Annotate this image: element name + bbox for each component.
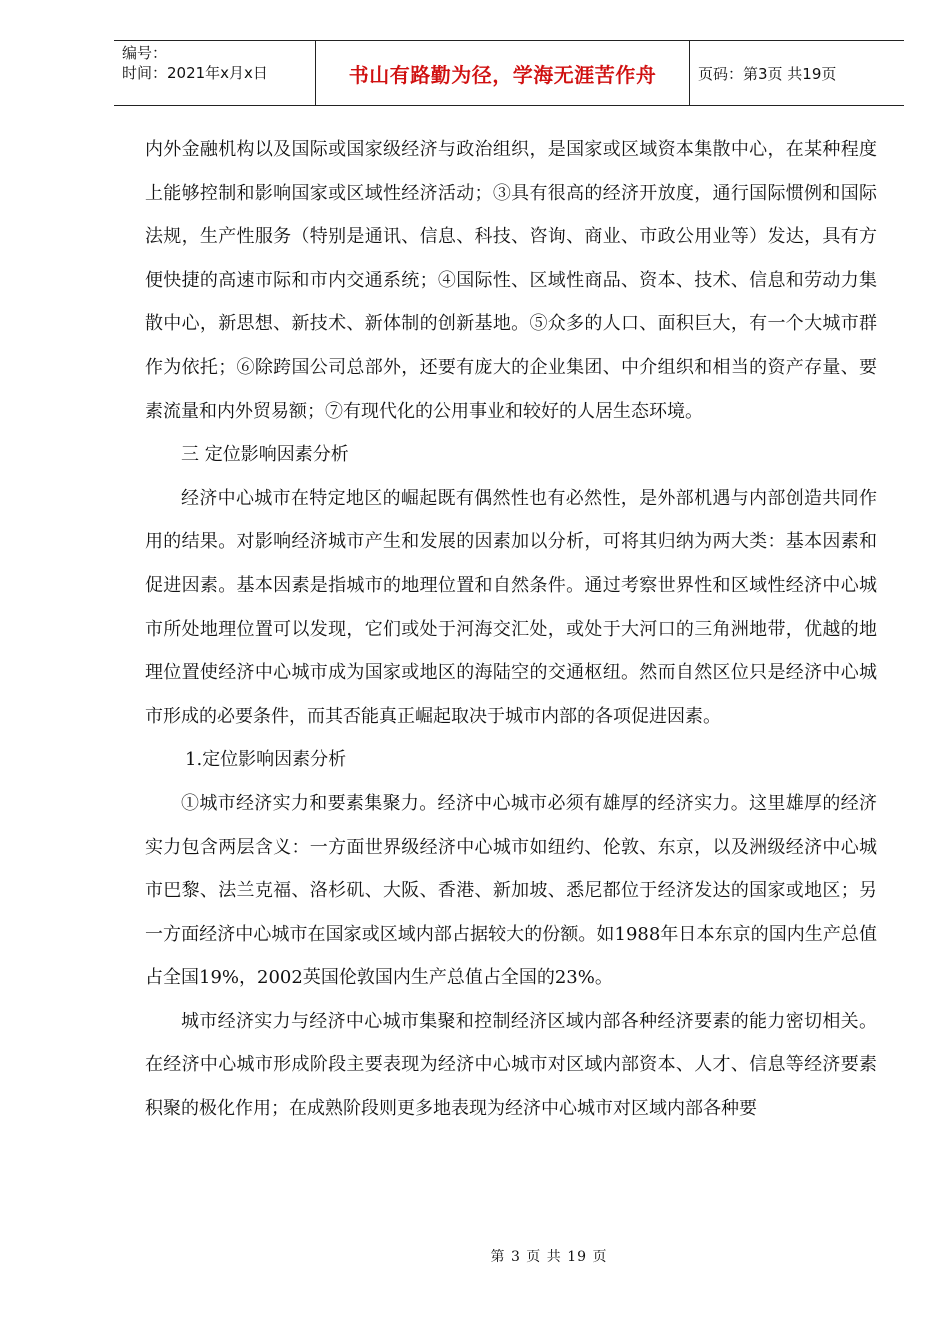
paragraph: 城市经济实力与经济中心城市集聚和控制经济区域内部各种经济要素的能力密切相关。在经济中心城市形成阶段主要表现为经济中心城市对区域内部资本、人才、信息等经济要素积聚的极化作用；在成熟阶段则更多地表现为经济中心城市对区域内部各种要	[145, 1010, 877, 1120]
paragraph: 内外金融机构以及国际或国家级经济与政治组织，是国家或区域资本集散中心，在某种程度上能够控制和影响国家或区域性经济活动；③具有很高的经济开放度，通行国际惯例和国际法规，生产性服务（特别是通讯、信息、科技、咨询、商业、市政公用业等）发达，具有方便快捷的高速市际和市内交通系统；④国际性、区域性商品、资本、技术、信息和劳动力集散中心，新思想、新技术、新体制的创新基地。⑤众多的人口、面积巨大，有一个大城市群作为依托；⑥除跨国公司总部外，还要有庞大的企业集团、中介组织和相当的资产存量、要素流量和内外贸易额；⑦有现代化的公用事业和较好的人居生态环境。	[145, 139, 877, 422]
document-number-label: 编号：	[122, 44, 168, 62]
header-page-info: 页码：第3页 共19页	[698, 64, 837, 83]
section-heading: 三 定位影响因素分析	[181, 444, 349, 466]
paragraph: 经济中心城市在特定地区的崛起既有偶然性也有必然性，是外部机遇与内部创造共同作用的结果。对影响经济城市产生和发展的因素加以分析，可将其归纳为两大类：基本因素和促进因素。基本因素是指城市的地理位置和自然条件。通过考察世界性和区域性经济中心城市所处地理位置可以发现，它们或处于河海交汇处，或处于大河口的三角洲地带，优越的地理位置使经济中心城市成为国家或地区的海陆空的交通枢纽。然而自然区位只是经济中心城市形成的必要条件，而其否能真正崛起取决于城市内部的各项促进因素。	[145, 487, 877, 727]
document-body	[145, 128, 877, 1131]
subsection-heading: 1.定位影响因素分析	[185, 749, 347, 771]
page-footer: 第 3 页 共 19 页	[490, 1249, 608, 1265]
document-time: 时间：2021年x月x日	[122, 64, 268, 82]
document-header	[114, 40, 904, 106]
header-motto: 书山有路勤为径，学海无涯苦作舟	[316, 41, 690, 105]
paragraph: ①城市经济实力和要素集聚力。经济中心城市必须有雄厚的经济实力。这里雄厚的经济实力包含两层含义：一方面世界级经济中心城市如纽约、伦敦、东京，以及洲级经济中心城市巴黎、法兰克福、洛杉矶、大阪、香港、新加坡、悉尼都位于经济发达的国家或地区；另一方面经济中心城市在国家或区域内部占据较大的份额。如1988年日本东京的国内生产总值占全国19%，2002英国伦敦国内生产总值占全国的23%。	[145, 792, 877, 989]
header-meta	[114, 41, 316, 105]
